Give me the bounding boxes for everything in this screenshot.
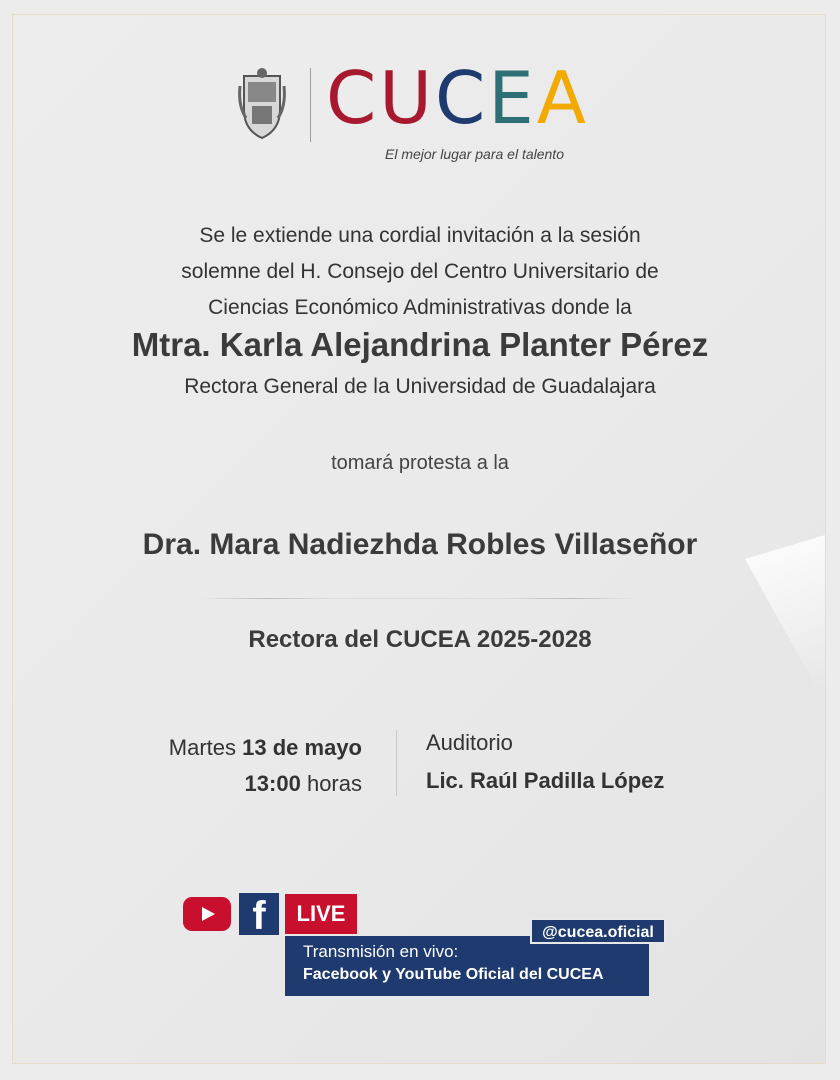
logo-tagline: El mejor lugar para el talento: [385, 146, 564, 162]
cucea-logo: [326, 56, 590, 140]
logo-letter: U: [379, 56, 435, 140]
logo-letter: C: [326, 56, 380, 140]
event-time: 13:00: [244, 771, 301, 796]
new-rector-role: Rectora del CUCEA 2025-2028: [248, 626, 592, 653]
logo-letter: A: [536, 56, 590, 140]
event-datetime: [169, 730, 362, 802]
youtube-icon[interactable]: [183, 897, 231, 931]
intro-text: [0, 218, 840, 326]
logo-letter: E: [488, 56, 537, 140]
logo-letter: C: [434, 56, 489, 140]
live-badge: LIVE: [285, 894, 357, 934]
event-date: 13 de mayo: [242, 735, 362, 760]
intro-line: Se le extiende una cordial invitación a la sesión: [199, 224, 641, 247]
divider-rule: [200, 598, 636, 599]
venue-label: Auditorio: [426, 730, 513, 755]
rector-general-name: Mtra. Karla Alejandrina Planter Pérez: [131, 326, 709, 363]
venue-name: Lic. Raúl Padilla López: [426, 768, 665, 793]
facebook-icon[interactable]: f: [239, 893, 279, 935]
event-time-unit: horas: [306, 771, 362, 796]
intro-line: solemne del H. Consejo del Centro Universitario de: [181, 260, 659, 283]
event-divider: [396, 730, 397, 796]
social-handle[interactable]: @cucea.oficial: [530, 918, 666, 944]
intro-line: Ciencias Económico Administrativas donde la: [208, 296, 632, 319]
udg-seal-icon: [238, 66, 286, 142]
event-venue: [426, 724, 664, 800]
light-sheen: [745, 535, 825, 775]
stream-line2: Facebook y YouTube Oficial del CUCEA: [303, 966, 604, 983]
rector-general-role: Rectora General de la Universidad de Guadalajara: [184, 375, 656, 398]
stream-line1: Transmisión en vivo:: [303, 942, 459, 961]
takes-oath-text: tomará protesta a la: [331, 452, 509, 474]
new-rector-name: Dra. Mara Nadiezhda Robles Villaseñor: [142, 528, 698, 561]
logo-divider: [310, 68, 311, 142]
event-day: Martes: [168, 735, 237, 760]
